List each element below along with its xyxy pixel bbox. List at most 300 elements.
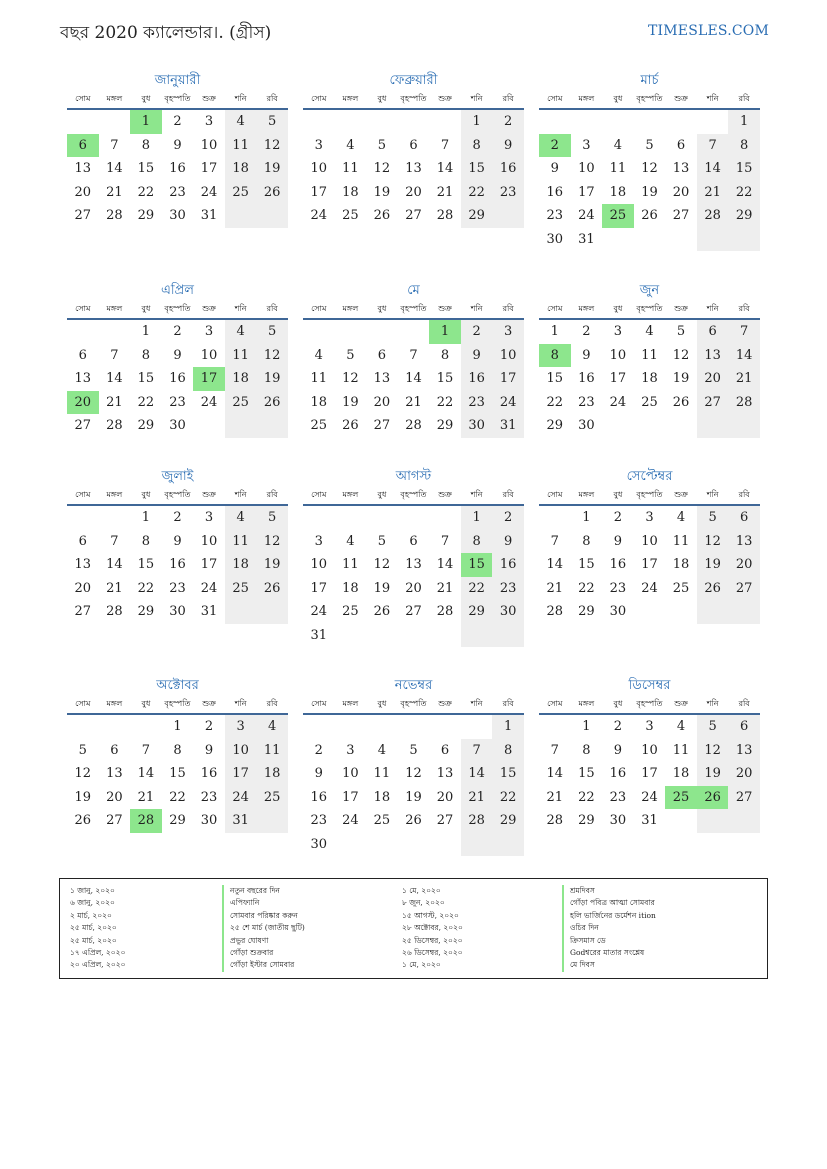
day-cell[interactable]: 26: [697, 577, 729, 601]
day-cell[interactable]: 30: [169, 208, 186, 223]
day-cell[interactable]: 19: [373, 184, 391, 200]
day-cell[interactable]: 13: [405, 161, 422, 176]
day-cell[interactable]: 31: [200, 208, 218, 223]
day-cell[interactable]: 7: [728, 320, 760, 344]
day-cell[interactable]: 21: [106, 580, 123, 596]
day-cell[interactable]: 21: [405, 394, 422, 410]
day-cell[interactable]: 8: [582, 533, 591, 549]
day-cell[interactable]: 25: [310, 418, 328, 433]
day-cell[interactable]: 22: [137, 184, 155, 200]
day-cell[interactable]: 1: [582, 510, 591, 525]
day-cell[interactable]: 1: [461, 110, 493, 134]
day-cell[interactable]: 1: [550, 324, 559, 339]
day-cell[interactable]: 28: [436, 208, 454, 223]
day-cell[interactable]: 17: [193, 367, 225, 391]
day-cell[interactable]: 11: [342, 161, 359, 176]
day-cell[interactable]: 12: [256, 134, 288, 158]
day-cell[interactable]: 12: [373, 161, 391, 176]
day-cell[interactable]: 22: [137, 580, 155, 596]
day-cell[interactable]: 26: [256, 577, 288, 601]
day-cell[interactable]: 11: [342, 557, 359, 572]
day-cell[interactable]: 13: [436, 766, 454, 781]
day-cell[interactable]: 13: [728, 739, 760, 763]
day-cell[interactable]: 26: [405, 813, 422, 828]
day-cell[interactable]: 21: [697, 181, 729, 205]
day-cell[interactable]: 15: [137, 371, 155, 386]
day-cell[interactable]: 27: [405, 604, 422, 619]
day-cell[interactable]: 29: [436, 418, 454, 433]
day-cell[interactable]: 13: [405, 557, 422, 572]
day-cell[interactable]: 8: [173, 742, 182, 758]
day-cell[interactable]: 1: [429, 320, 461, 344]
day-cell[interactable]: 19: [74, 789, 92, 805]
day-cell[interactable]: 15: [546, 371, 564, 386]
day-cell[interactable]: 7: [550, 742, 559, 758]
day-cell[interactable]: 2: [613, 719, 623, 734]
day-cell[interactable]: 19: [256, 157, 288, 181]
day-cell[interactable]: 4: [225, 506, 257, 530]
day-cell[interactable]: 8: [728, 134, 760, 158]
day-cell[interactable]: 15: [169, 766, 186, 781]
day-cell[interactable]: 18: [672, 557, 690, 572]
day-cell[interactable]: 5: [256, 110, 288, 134]
day-cell[interactable]: 21: [546, 580, 564, 596]
day-cell[interactable]: 12: [74, 766, 92, 781]
day-cell[interactable]: 9: [613, 742, 623, 758]
day-cell[interactable]: 13: [74, 557, 92, 572]
day-cell[interactable]: 9: [461, 344, 493, 368]
day-cell[interactable]: 9: [173, 347, 182, 363]
day-cell[interactable]: 19: [697, 553, 729, 577]
day-cell[interactable]: 27: [373, 418, 391, 433]
day-cell[interactable]: 18: [256, 762, 288, 786]
day-cell[interactable]: 11: [373, 766, 391, 781]
day-cell[interactable]: 7: [110, 137, 119, 153]
day-cell[interactable]: 16: [169, 557, 186, 572]
day-cell[interactable]: 25: [672, 580, 690, 596]
day-cell[interactable]: 10: [342, 766, 359, 781]
day-cell[interactable]: 6: [728, 715, 760, 739]
day-cell[interactable]: 28: [436, 604, 454, 619]
day-cell[interactable]: 14: [728, 344, 760, 368]
day-cell[interactable]: 15: [578, 766, 595, 781]
day-cell[interactable]: 12: [405, 766, 422, 781]
day-cell[interactable]: 4: [314, 347, 323, 363]
day-cell[interactable]: 29: [169, 813, 186, 828]
day-cell[interactable]: 8: [141, 533, 151, 549]
day-cell[interactable]: 10: [578, 161, 595, 176]
day-cell[interactable]: 2: [173, 114, 182, 129]
day-cell[interactable]: 5: [697, 715, 729, 739]
day-cell[interactable]: 11: [672, 533, 690, 549]
day-cell[interactable]: 23: [609, 789, 627, 805]
day-cell[interactable]: 29: [137, 418, 155, 433]
day-cell[interactable]: 10: [310, 557, 328, 572]
day-cell[interactable]: 29: [728, 204, 760, 228]
day-cell[interactable]: 6: [78, 347, 87, 363]
day-cell[interactable]: 3: [492, 320, 524, 344]
day-cell[interactable]: 28: [130, 809, 162, 833]
day-cell[interactable]: 8: [492, 739, 524, 763]
day-cell[interactable]: 23: [461, 391, 493, 415]
day-cell[interactable]: 22: [578, 580, 595, 596]
day-cell[interactable]: 3: [314, 533, 323, 549]
day-cell[interactable]: 6: [409, 137, 418, 153]
day-cell[interactable]: 24: [578, 208, 595, 223]
day-cell[interactable]: 28: [697, 204, 729, 228]
day-cell[interactable]: 27: [728, 577, 760, 601]
day-cell[interactable]: 21: [436, 184, 454, 200]
day-cell[interactable]: 24: [200, 394, 218, 410]
day-cell[interactable]: 4: [225, 320, 257, 344]
day-cell[interactable]: 9: [550, 161, 559, 176]
day-cell[interactable]: 22: [169, 789, 186, 805]
day-cell[interactable]: 5: [676, 324, 686, 339]
day-cell[interactable]: 2: [582, 324, 591, 339]
day-cell[interactable]: 31: [578, 231, 595, 247]
day-cell[interactable]: 17: [492, 367, 524, 391]
day-cell[interactable]: 13: [373, 371, 391, 386]
day-cell[interactable]: 21: [137, 789, 155, 805]
day-cell[interactable]: 28: [728, 391, 760, 415]
day-cell[interactable]: 29: [578, 813, 595, 828]
day-cell[interactable]: 26: [342, 418, 359, 433]
day-cell[interactable]: 5: [256, 506, 288, 530]
day-cell[interactable]: 28: [106, 604, 123, 619]
day-cell[interactable]: 11: [225, 344, 257, 368]
day-cell[interactable]: 16: [609, 557, 627, 572]
day-cell[interactable]: 7: [141, 742, 151, 758]
day-cell[interactable]: 29: [137, 604, 155, 619]
day-cell[interactable]: 5: [377, 137, 387, 153]
day-cell[interactable]: 3: [645, 719, 654, 734]
day-cell[interactable]: 23: [169, 580, 186, 596]
day-cell[interactable]: 19: [641, 184, 658, 200]
day-cell[interactable]: 22: [461, 577, 493, 601]
day-cell[interactable]: 1: [130, 110, 162, 134]
day-cell[interactable]: 14: [106, 371, 123, 386]
day-cell[interactable]: 6: [676, 137, 686, 153]
day-cell[interactable]: 18: [672, 766, 690, 781]
day-cell[interactable]: 1: [461, 506, 493, 530]
day-cell[interactable]: 13: [697, 344, 729, 368]
day-cell[interactable]: 20: [405, 580, 422, 596]
day-cell[interactable]: 2: [539, 134, 571, 158]
day-cell[interactable]: 10: [492, 344, 524, 368]
day-cell[interactable]: 29: [461, 204, 493, 228]
day-cell[interactable]: 19: [672, 371, 690, 386]
day-cell[interactable]: 6: [377, 347, 387, 363]
day-cell[interactable]: 18: [225, 367, 257, 391]
day-cell[interactable]: 21: [546, 789, 564, 805]
day-cell[interactable]: 24: [310, 604, 328, 619]
day-cell[interactable]: 17: [200, 161, 218, 176]
day-cell[interactable]: 5: [256, 320, 288, 344]
day-cell[interactable]: 31: [310, 627, 328, 643]
day-cell[interactable]: 20: [728, 553, 760, 577]
day-cell[interactable]: 23: [578, 394, 595, 410]
day-cell[interactable]: 7: [409, 347, 418, 363]
day-cell[interactable]: 7: [440, 533, 450, 549]
day-cell[interactable]: 4: [645, 324, 654, 339]
day-cell[interactable]: 8: [461, 530, 493, 554]
day-cell[interactable]: 5: [409, 742, 418, 758]
day-cell[interactable]: 24: [641, 580, 658, 596]
day-cell[interactable]: 6: [728, 506, 760, 530]
day-cell[interactable]: 9: [492, 530, 524, 554]
day-cell[interactable]: 19: [256, 553, 288, 577]
day-cell[interactable]: 17: [310, 184, 328, 200]
day-cell[interactable]: 11: [310, 371, 328, 386]
day-cell[interactable]: 13: [74, 161, 92, 176]
day-cell[interactable]: 7: [550, 533, 559, 549]
day-cell[interactable]: 25: [342, 208, 359, 223]
day-cell[interactable]: 27: [728, 786, 760, 810]
day-cell[interactable]: 16: [578, 371, 595, 386]
day-cell[interactable]: 25: [256, 786, 288, 810]
day-cell[interactable]: 16: [169, 161, 186, 176]
day-cell[interactable]: 1: [492, 715, 524, 739]
day-cell[interactable]: 2: [314, 742, 323, 758]
day-cell[interactable]: 3: [204, 114, 214, 129]
day-cell[interactable]: 27: [74, 418, 92, 433]
day-cell[interactable]: 22: [546, 394, 564, 410]
day-cell[interactable]: 21: [106, 394, 123, 410]
day-cell[interactable]: 17: [342, 789, 359, 805]
day-cell[interactable]: 4: [225, 110, 257, 134]
day-cell[interactable]: 17: [578, 184, 595, 200]
day-cell[interactable]: 20: [373, 394, 391, 410]
day-cell[interactable]: 9: [173, 533, 182, 549]
day-cell[interactable]: 13: [672, 161, 690, 176]
day-cell[interactable]: 10: [200, 347, 218, 363]
day-cell[interactable]: 6: [110, 742, 119, 758]
day-cell[interactable]: 29: [546, 418, 564, 433]
day-cell[interactable]: 25: [373, 813, 391, 828]
day-cell[interactable]: 14: [436, 161, 454, 176]
day-cell[interactable]: 29: [492, 809, 524, 833]
day-cell[interactable]: 24: [310, 208, 328, 223]
day-cell[interactable]: 7: [110, 533, 119, 549]
day-cell[interactable]: 16: [461, 367, 493, 391]
day-cell[interactable]: 15: [461, 553, 493, 577]
day-cell[interactable]: 22: [578, 789, 595, 805]
day-cell[interactable]: 3: [225, 715, 257, 739]
day-cell[interactable]: 27: [74, 208, 92, 223]
day-cell[interactable]: 6: [67, 134, 99, 158]
day-cell[interactable]: 14: [461, 762, 493, 786]
day-cell[interactable]: 4: [256, 715, 288, 739]
day-cell[interactable]: 30: [169, 604, 186, 619]
day-cell[interactable]: 27: [405, 208, 422, 223]
day-cell[interactable]: 20: [106, 789, 123, 805]
day-cell[interactable]: 1: [173, 719, 182, 734]
day-cell[interactable]: 22: [436, 394, 454, 410]
day-cell[interactable]: 19: [256, 367, 288, 391]
day-cell[interactable]: 3: [314, 137, 323, 153]
day-cell[interactable]: 14: [106, 557, 123, 572]
day-cell[interactable]: 2: [613, 510, 623, 525]
day-cell[interactable]: 4: [346, 137, 355, 153]
day-cell[interactable]: 30: [578, 418, 595, 433]
day-cell[interactable]: 17: [641, 557, 658, 572]
day-cell[interactable]: 24: [492, 391, 524, 415]
day-cell[interactable]: 29: [461, 600, 493, 624]
day-cell[interactable]: 18: [373, 789, 391, 805]
day-cell[interactable]: 20: [405, 184, 422, 200]
day-cell[interactable]: 11: [641, 347, 658, 363]
day-cell[interactable]: 25: [602, 204, 634, 228]
day-cell[interactable]: 9: [314, 766, 323, 781]
day-cell[interactable]: 3: [204, 324, 214, 339]
day-cell[interactable]: 23: [169, 184, 186, 200]
day-cell[interactable]: 5: [78, 742, 87, 758]
day-cell[interactable]: 28: [546, 813, 564, 828]
day-cell[interactable]: 11: [256, 739, 288, 763]
day-cell[interactable]: 23: [310, 813, 328, 828]
day-cell[interactable]: 18: [641, 371, 658, 386]
day-cell[interactable]: 7: [110, 347, 119, 363]
day-cell[interactable]: 18: [342, 580, 359, 596]
day-cell[interactable]: 20: [728, 762, 760, 786]
day-cell[interactable]: 15: [137, 557, 155, 572]
day-cell[interactable]: 15: [461, 157, 493, 181]
day-cell[interactable]: 12: [697, 739, 729, 763]
day-cell[interactable]: 12: [672, 347, 690, 363]
day-cell[interactable]: 15: [492, 762, 524, 786]
day-cell[interactable]: 17: [225, 762, 257, 786]
day-cell[interactable]: 11: [225, 530, 257, 554]
day-cell[interactable]: 7: [461, 739, 493, 763]
day-cell[interactable]: 14: [546, 766, 564, 781]
day-cell[interactable]: 14: [405, 371, 422, 386]
day-cell[interactable]: 18: [310, 394, 328, 410]
day-cell[interactable]: 16: [492, 157, 524, 181]
day-cell[interactable]: 30: [546, 231, 564, 247]
day-cell[interactable]: 26: [74, 813, 92, 828]
day-cell[interactable]: 15: [436, 371, 454, 386]
day-cell[interactable]: 11: [672, 742, 690, 758]
day-cell[interactable]: 27: [106, 813, 123, 828]
day-cell[interactable]: 25: [225, 391, 257, 415]
day-cell[interactable]: 20: [67, 391, 99, 415]
day-cell[interactable]: 25: [225, 181, 257, 205]
day-cell[interactable]: 14: [137, 766, 155, 781]
day-cell[interactable]: 25: [225, 577, 257, 601]
day-cell[interactable]: 16: [310, 789, 328, 805]
day-cell[interactable]: 7: [440, 137, 450, 153]
day-cell[interactable]: 2: [461, 320, 493, 344]
day-cell[interactable]: 30: [310, 836, 328, 852]
day-cell[interactable]: 3: [582, 137, 591, 153]
day-cell[interactable]: 6: [409, 533, 418, 549]
day-cell[interactable]: 24: [641, 789, 658, 805]
brand-logo[interactable]: TIMESLES.COM: [648, 23, 769, 39]
day-cell[interactable]: 28: [405, 418, 422, 433]
day-cell[interactable]: 15: [578, 557, 595, 572]
day-cell[interactable]: 31: [225, 809, 257, 833]
day-cell[interactable]: 16: [492, 553, 524, 577]
day-cell[interactable]: 24: [225, 786, 257, 810]
day-cell[interactable]: 18: [342, 184, 359, 200]
day-cell[interactable]: 14: [546, 557, 564, 572]
day-cell[interactable]: 23: [492, 577, 524, 601]
day-cell[interactable]: 4: [676, 719, 686, 734]
day-cell[interactable]: 22: [461, 181, 493, 205]
day-cell[interactable]: 12: [373, 557, 391, 572]
day-cell[interactable]: 19: [697, 762, 729, 786]
day-cell[interactable]: 23: [200, 789, 218, 805]
day-cell[interactable]: 20: [697, 367, 729, 391]
day-cell[interactable]: 2: [173, 324, 182, 339]
day-cell[interactable]: 16: [546, 184, 564, 200]
day-cell[interactable]: 2: [173, 510, 182, 525]
day-cell[interactable]: 4: [676, 510, 686, 525]
day-cell[interactable]: 4: [613, 137, 623, 153]
day-cell[interactable]: 12: [641, 161, 658, 176]
day-cell[interactable]: 2: [492, 506, 524, 530]
day-cell[interactable]: 16: [609, 766, 627, 781]
day-cell[interactable]: 25: [665, 786, 697, 810]
day-cell[interactable]: 26: [256, 181, 288, 205]
day-cell[interactable]: 28: [106, 418, 123, 433]
day-cell[interactable]: 13: [106, 766, 123, 781]
day-cell[interactable]: 30: [609, 604, 627, 619]
day-cell[interactable]: 6: [78, 533, 87, 549]
day-cell[interactable]: 20: [74, 580, 92, 596]
day-cell[interactable]: 8: [539, 344, 571, 368]
day-cell[interactable]: 4: [346, 533, 355, 549]
day-cell[interactable]: 13: [728, 530, 760, 554]
day-cell[interactable]: 5: [377, 533, 387, 549]
day-cell[interactable]: 23: [492, 181, 524, 205]
day-cell[interactable]: 24: [342, 813, 359, 828]
day-cell[interactable]: 24: [609, 394, 627, 410]
day-cell[interactable]: 22: [137, 394, 155, 410]
day-cell[interactable]: 27: [74, 604, 92, 619]
day-cell[interactable]: 31: [641, 813, 658, 828]
day-cell[interactable]: 6: [697, 320, 729, 344]
day-cell[interactable]: 10: [641, 742, 658, 758]
day-cell[interactable]: 15: [728, 157, 760, 181]
day-cell[interactable]: 20: [436, 789, 454, 805]
day-cell[interactable]: 17: [641, 766, 658, 781]
day-cell[interactable]: 1: [582, 719, 591, 734]
day-cell[interactable]: 14: [106, 161, 123, 176]
day-cell[interactable]: 18: [225, 157, 257, 181]
day-cell[interactable]: 17: [310, 580, 328, 596]
day-cell[interactable]: 25: [342, 604, 359, 619]
day-cell[interactable]: 28: [546, 604, 564, 619]
day-cell[interactable]: 21: [461, 786, 493, 810]
day-cell[interactable]: 16: [169, 371, 186, 386]
day-cell[interactable]: 26: [641, 208, 658, 223]
day-cell[interactable]: 9: [492, 134, 524, 158]
day-cell[interactable]: 4: [377, 742, 387, 758]
day-cell[interactable]: 3: [204, 510, 214, 525]
day-cell[interactable]: 1: [141, 324, 151, 339]
day-cell[interactable]: 3: [346, 742, 355, 758]
day-cell[interactable]: 15: [137, 161, 155, 176]
day-cell[interactable]: 1: [141, 510, 151, 525]
day-cell[interactable]: 23: [169, 394, 186, 410]
day-cell[interactable]: 10: [641, 533, 658, 549]
day-cell[interactable]: 11: [225, 134, 257, 158]
day-cell[interactable]: 10: [200, 533, 218, 549]
day-cell[interactable]: 21: [436, 580, 454, 596]
day-cell[interactable]: 6: [440, 742, 450, 758]
day-cell[interactable]: 26: [373, 604, 391, 619]
